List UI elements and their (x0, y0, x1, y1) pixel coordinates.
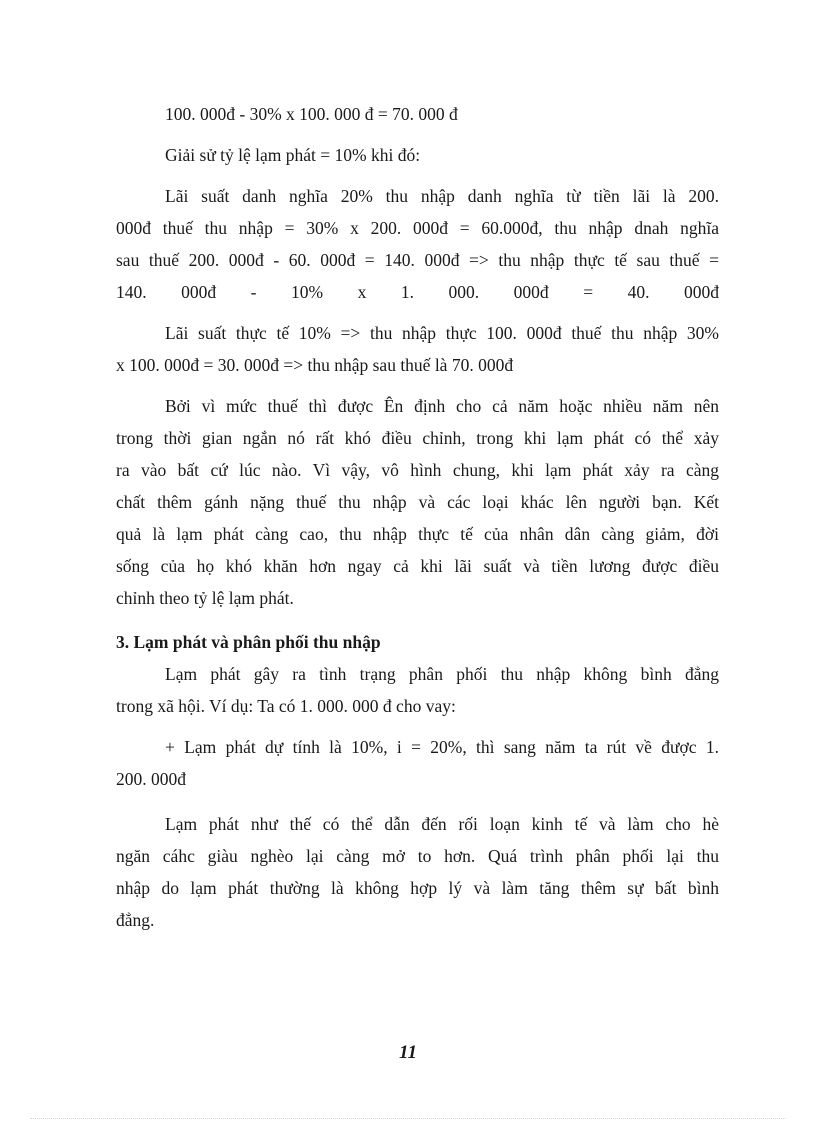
text-line: 100. 000đ - 30% x 100. 000 đ = 70. 000 đ (165, 104, 458, 124)
text-line: đẳng. (116, 910, 155, 930)
section-heading: 3. Lạm phát và phân phối thu nhập (116, 632, 381, 652)
text-line: trong thời gian ngắn nó rất khó điều chỉnh, trong khi lạm phát có thể xảy (116, 428, 719, 448)
text-line: ra vào bất cứ lúc nào. Vì vậy, vô hình chung, khi lạm phát xảy ra càng (116, 460, 719, 480)
text-line: ngăn cáhc giàu nghèo lại càng mở to hơn. Quá trình phân phối lại thu (116, 846, 719, 866)
text-line: quả là lạm phát càng cao, thu nhập thực tế của nhân dân càng giảm, đời (116, 524, 719, 544)
text-line: sống của họ khó khăn hơn ngay cả khi lãi suất và tiền lương được điều (116, 556, 719, 576)
text-line: nhập do lạm phát thường là không hợp lý và làm tăng thêm sự bất bình (116, 878, 719, 898)
text-line: chỉnh theo tỷ lệ lạm phát. (116, 588, 294, 608)
text-line: Giải sử tỷ lệ lạm phát = 10% khi đó: (165, 145, 421, 165)
text-line: Lạm phát gây ra tình trạng phân phối thu nhập không bình đẳng (165, 664, 719, 684)
text-line: 000đ thuế thu nhập = 30% x 200. 000đ = 60.000đ, thu nhập dnah nghĩa (116, 218, 719, 238)
text-line: chất thêm gánh nặng thuế thu nhập và các loại khác lên người bạn. Kết (116, 492, 719, 512)
text-line: Lãi suất thực tế 10% => thu nhập thực 100. 000đ thuế thu nhập 30% (165, 323, 719, 343)
text-line: Lãi suất danh nghĩa 20% thu nhập danh nghĩa từ tiền lãi là 200. (165, 186, 719, 206)
text-line: Lạm phát như thế có thể dẫn đến rối loạn kinh tế và làm cho hè (165, 814, 719, 834)
text-line: 140. 000đ - 10% x 1. 000. 000đ = 40. 000đ (116, 282, 719, 302)
page-body (116, 98, 719, 936)
page-bottom-divider (30, 1118, 786, 1119)
text-line: + Lạm phát dự tính là 10%, i = 20%, thì sang năm ta rút về được 1. (165, 737, 719, 757)
text-line: Bởi vì mức thuế thì được Ên định cho cả năm hoặc nhiều năm nên (165, 396, 719, 416)
text-line: trong xã hội. Ví dụ: Ta có 1. 000. 000 đ cho vay: (116, 696, 456, 716)
text-line: 200. 000đ (116, 769, 186, 789)
text-line: sau thuế 200. 000đ - 60. 000đ = 140. 000đ => thu nhập thực tế sau thuế = (116, 250, 719, 270)
page-number: 11 (399, 1042, 417, 1063)
text-line: x 100. 000đ = 30. 000đ => thu nhập sau thuế là 70. 000đ (116, 355, 514, 375)
